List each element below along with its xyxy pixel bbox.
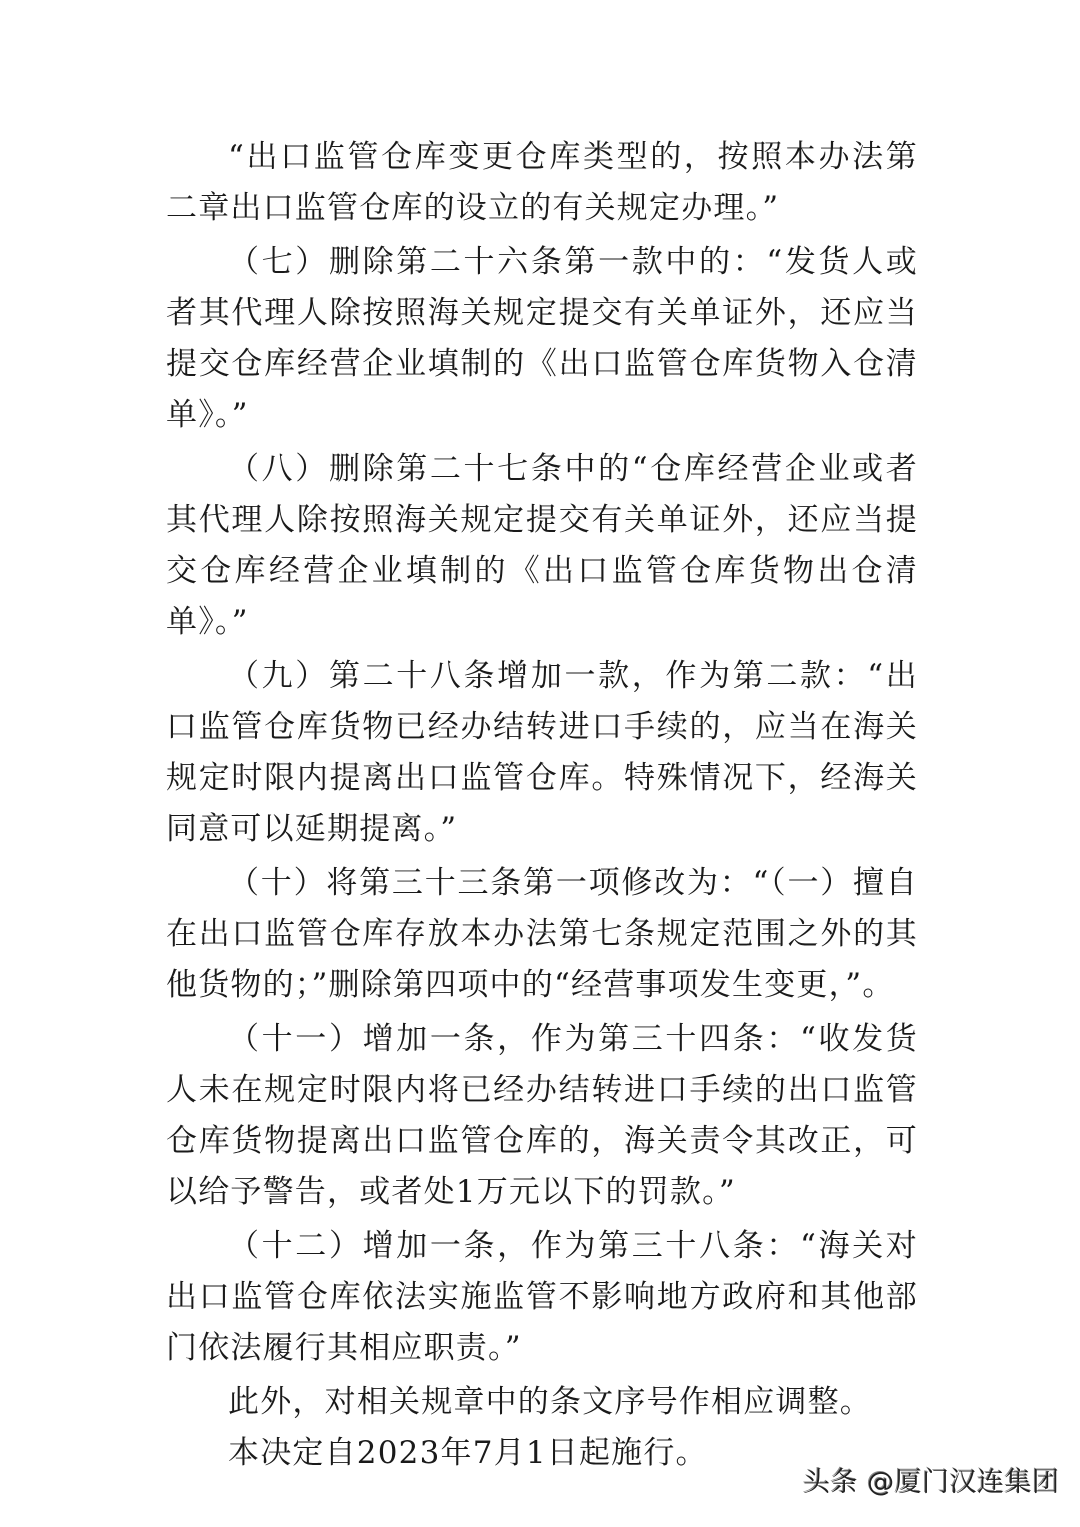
document-page [166, 132, 918, 1479]
paragraph-adjustment: 此外，对相关规章中的条文序号作相应调整。 [228, 1384, 872, 1420]
paragraph-item-11: （十一）增加一条，作为第三十四条：“收发货人未在规定时限内将已经办结转进口手续的出口监管仓库货物提离出口监管仓库的，海关责令其改正，可以给予警告，或者处1万元以下的罚款。” [166, 1021, 918, 1210]
paragraph-item-9: （九）第二十八条增加一款，作为第二款：“出口监管仓库货物已经办结转进口手续的，应当在海关规定时限内提离出口监管仓库。特殊情况下，经海关同意可以延期提离。” [166, 658, 918, 847]
paragraph-item-10: （十）将第三十三条第一项修改为：“（一）擅自在出口监管仓库存放本办法第七条规定范围之外的其他货物的；”删除第四项中的“经营事项发生变更，”。 [166, 865, 918, 1003]
paragraph-quote-intro: “出口监管仓库变更仓库类型的，按照本办法第二章出口监管仓库的设立的有关规定办理。” [166, 139, 918, 226]
paragraph-effective-date: 本决定自2023年7月1日起施行。 [228, 1435, 708, 1471]
paragraph-item-8: （八）删除第二十七条中的“仓库经营企业或者其代理人除按照海关规定提交有关单证外，还应当提交仓库经营企业填制的《出口监管仓库货物出仓清单》。” [166, 451, 918, 640]
paragraph-item-7: （七）删除第二十六条第一款中的：“发货人或者其代理人除按照海关规定提交有关单证外，还应当提交仓库经营企业填制的《出口监管仓库货物入仓清单》。” [166, 244, 918, 433]
source-watermark: 头条 @厦门汉连集团 [803, 1467, 1060, 1498]
paragraph-item-12: （十二）增加一条，作为第三十八条：“海关对出口监管仓库依法实施监管不影响地方政府和其他部门依法履行其相应职责。” [166, 1228, 918, 1366]
